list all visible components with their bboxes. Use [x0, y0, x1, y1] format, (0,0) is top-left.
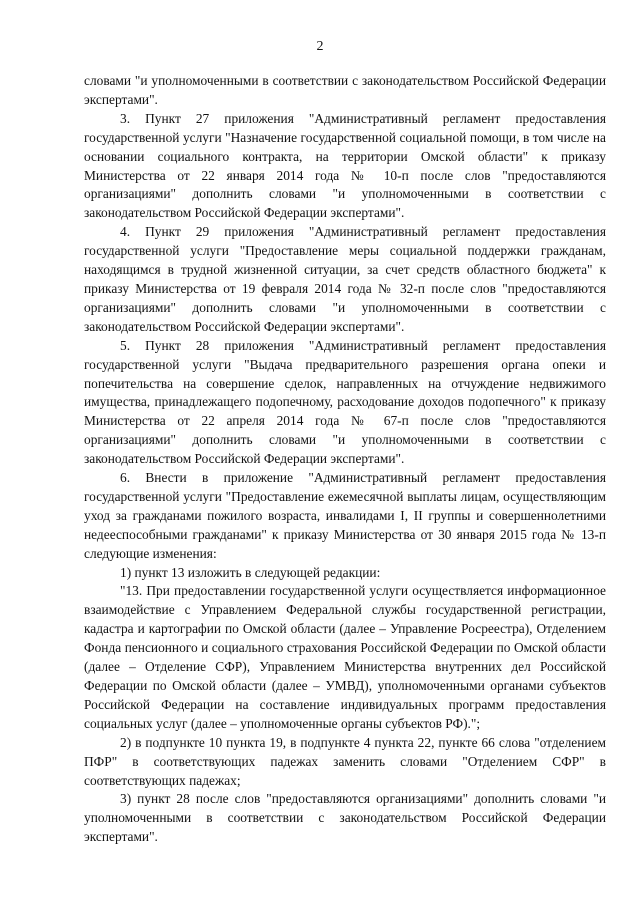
paragraph-item-5: 5. Пункт 28 приложения "Административный регламент предоставления государственной услуги "Выдача предварительного разрешения органа опеки и попечительства на совершение сделок, направленных на отчуждение недвижимого имущества, принадлежащего подопечному, расходование доходов подопечного" к приказу Министерства от 22 апреля 2014 года № 67-п после слов "предоставляются организациями" дополнить словами "и уполномоченными в соответствии с законодательством Российской Федерации экспертами". — [84, 337, 606, 467]
subparagraph-2: 2) в подпункте 10 пункта 19, в подпункте 4 пункта 22, пункте 66 слова "отделением ПФР" в соответствующих падежах заменить словами "Отделением СФР" в соответствующих падежах; — [84, 734, 606, 788]
paragraph-item-3: 3. Пункт 27 приложения "Административный регламент предоставления государственной услуги "Назначение государственной социальной помощи, в том числе на основании социального контракта, на территории Омской области" к приказу Министерства от 22 января 2014 года № 10-п после слов "предоставляются организациями" дополнить словами "и уполномоченными в соответствии с законодательством Российской Федерации экспертами". — [84, 110, 606, 221]
subparagraph-1: 1) пункт 13 изложить в следующей редакции: — [120, 564, 381, 580]
quoted-clause-13: "13. При предоставлении государственной услуги осуществляется информационное взаимодействие с Управлением Федеральной службы государственной регистрации, кадастра и картографии по Омской области (далее – Управление Росреестра), Отделением Фонда пенсионного и социального страхования Российской Федерации по Омской области (далее – Отделение СФР), Управлением Министерства внутренних дел Российской Федерации по Омской области (далее – УМВД), уполномоченными органами субъектов Российской Федерации на составление индивидуальных программ предоставления социальных услуг (далее – уполномоченные органы субъектов РФ)."; — [84, 583, 606, 731]
paragraph-continuation: словами "и уполномоченными в соответствии с законодательством Российской Федерации экспертами". — [84, 73, 606, 107]
subparagraph-3: 3) пункт 28 после слов "предоставляются организациями" дополнить словами "и уполномоченными в соответствии с законодательством Российской Федерации экспертами". — [84, 791, 606, 845]
paragraph-item-4: 4. Пункт 29 приложения "Административный регламент предоставления государственной услуги "Предоставление меры социальной поддержки гражданам, находящимся в трудной жизненной ситуации, за счет средств областного бюджета" к приказу Министерства от 19 февраля 2014 года № 32-п после слов "предоставляются организациями" дополнить словами "и уполномоченными в соответствии с законодательством Российской Федерации экспертами". — [84, 224, 606, 334]
page-number: 2 — [316, 39, 324, 54]
document-body — [84, 72, 606, 847]
paragraph-item-6: 6. Внести в приложение "Административный регламент предоставления государственной услуги "Предоставление ежемесячной выплаты лицам, осуществляющим уход за гражданами пожилого возраста, инвалидами I, II группы и совершеннолетними недееспособными гражданами" к приказу Министерства от 30 января 2015 года № 13-п следующие изменения: — [84, 470, 606, 561]
